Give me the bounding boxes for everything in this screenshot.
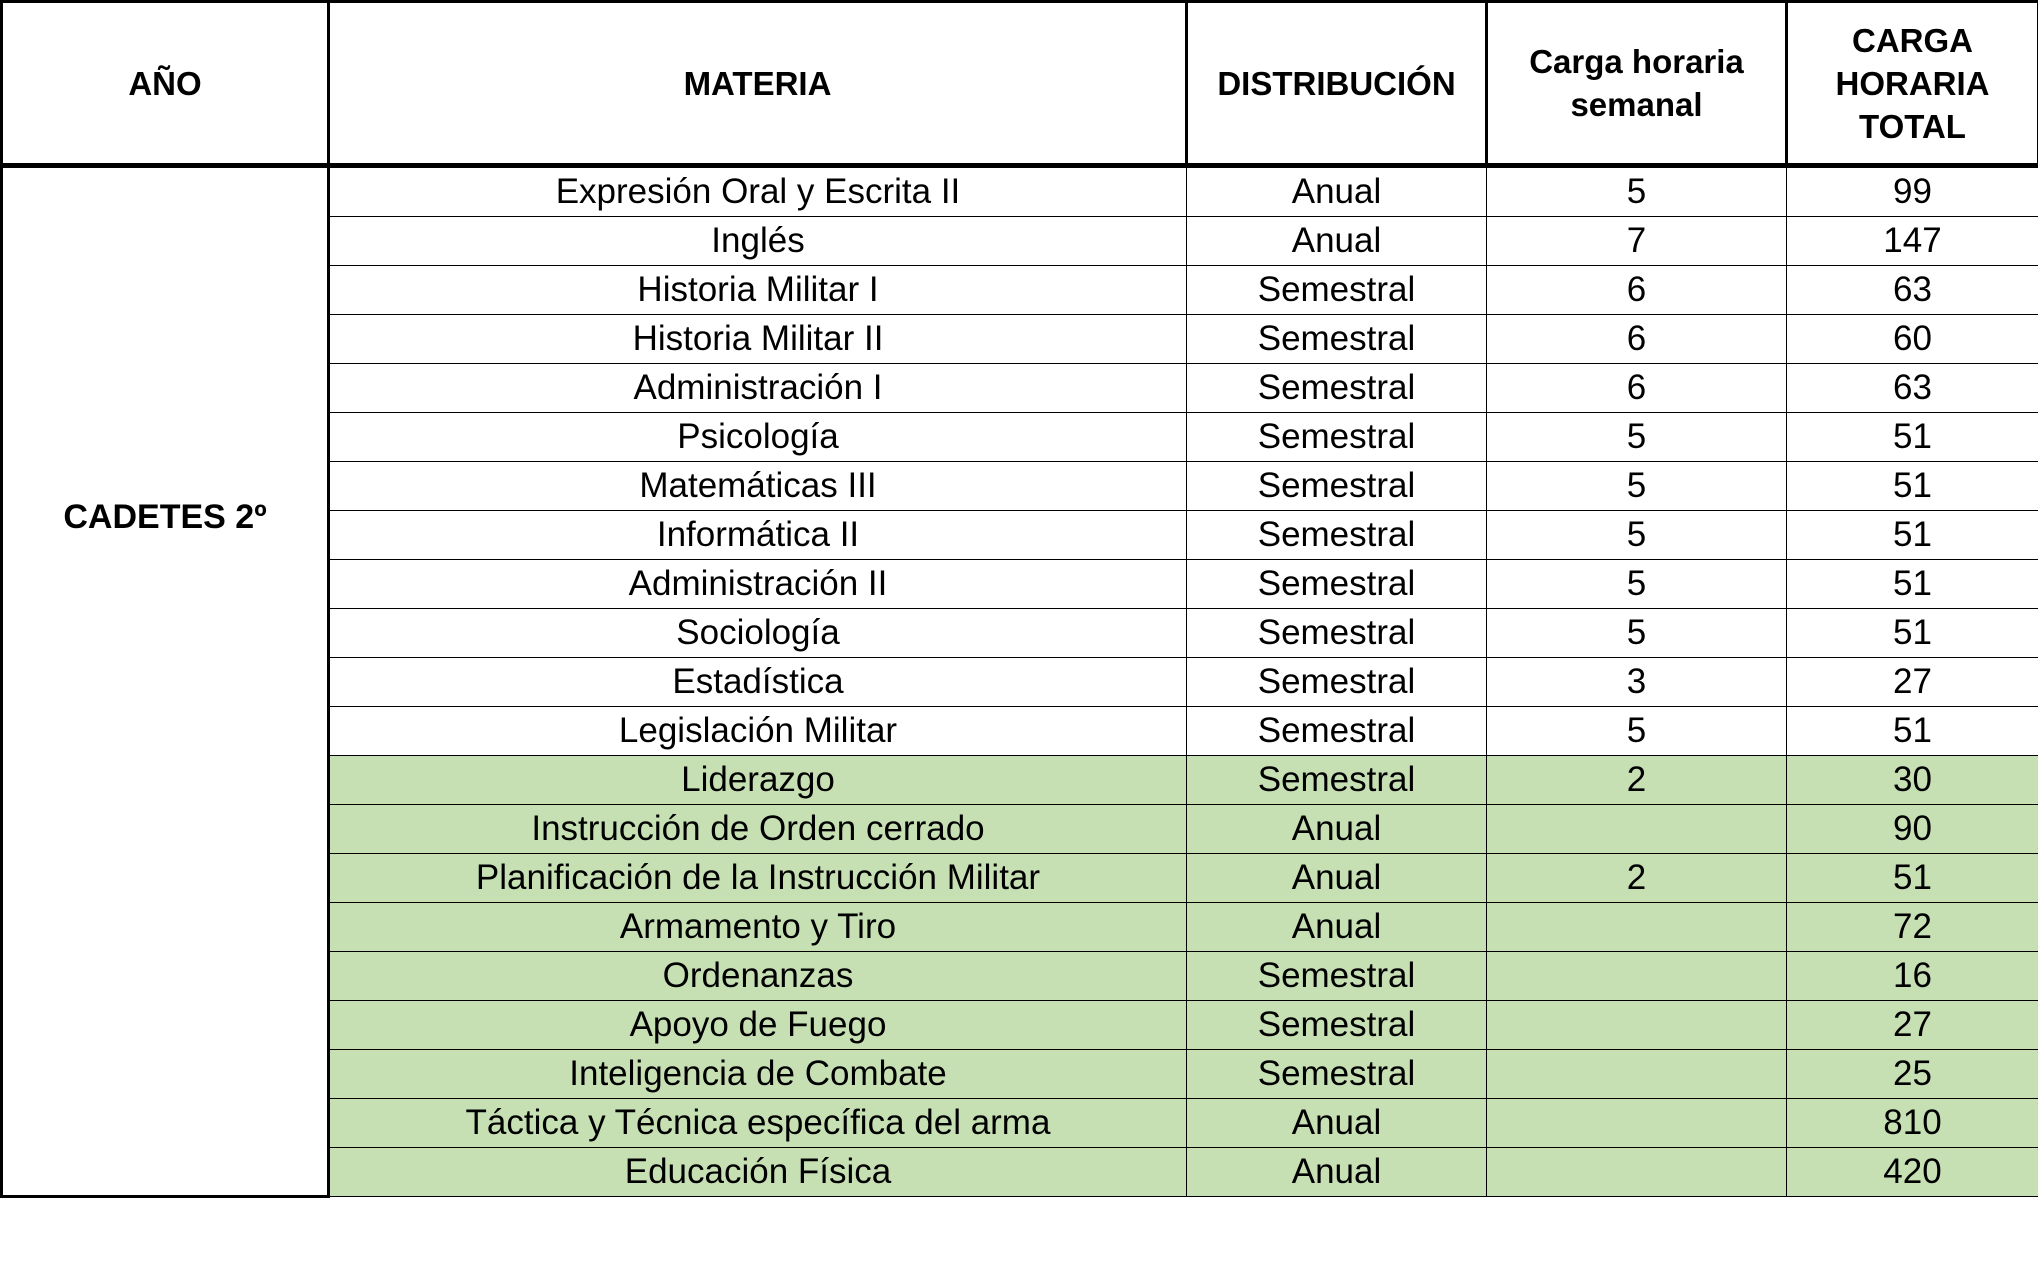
total-load-cell: 27 <box>1787 658 2038 707</box>
header-weekly-load: Carga horaria semanal <box>1487 2 1787 166</box>
distribution-cell: Semestral <box>1187 315 1487 364</box>
distribution-cell: Semestral <box>1187 462 1487 511</box>
weekly-load-cell: 2 <box>1487 756 1787 805</box>
subject-cell: Armamento y Tiro <box>329 903 1187 952</box>
subject-cell: Matemáticas III <box>329 462 1187 511</box>
header-subject: MATERIA <box>329 2 1187 166</box>
subject-cell: Expresión Oral y Escrita II <box>329 166 1187 217</box>
weekly-load-cell: 6 <box>1487 315 1787 364</box>
table-body <box>2 166 2038 1197</box>
subject-cell: Informática II <box>329 511 1187 560</box>
weekly-load-cell <box>1487 1099 1787 1148</box>
total-load-cell: 90 <box>1787 805 2038 854</box>
subject-cell: Estadística <box>329 658 1187 707</box>
distribution-cell: Semestral <box>1187 413 1487 462</box>
weekly-load-cell <box>1487 1050 1787 1099</box>
weekly-load-cell: 6 <box>1487 266 1787 315</box>
distribution-cell: Anual <box>1187 1148 1487 1197</box>
distribution-cell: Semestral <box>1187 756 1487 805</box>
total-load-cell: 51 <box>1787 854 2038 903</box>
subject-cell: Administración I <box>329 364 1187 413</box>
subject-cell: Educación Física <box>329 1148 1187 1197</box>
total-load-cell: 51 <box>1787 560 2038 609</box>
table-row <box>2 166 2038 217</box>
weekly-load-cell: 5 <box>1487 413 1787 462</box>
subject-cell: Administración II <box>329 560 1187 609</box>
weekly-load-cell <box>1487 1001 1787 1050</box>
total-load-cell: 51 <box>1787 511 2038 560</box>
header-distribution: DISTRIBUCIÓN <box>1187 2 1487 166</box>
distribution-cell: Semestral <box>1187 560 1487 609</box>
total-load-cell: 27 <box>1787 1001 2038 1050</box>
weekly-load-cell: 5 <box>1487 511 1787 560</box>
distribution-cell: Anual <box>1187 1099 1487 1148</box>
distribution-cell: Anual <box>1187 903 1487 952</box>
weekly-load-cell: 2 <box>1487 854 1787 903</box>
distribution-cell: Semestral <box>1187 609 1487 658</box>
header-year: AÑO <box>2 2 329 166</box>
subject-cell: Táctica y Técnica específica del arma <box>329 1099 1187 1148</box>
weekly-load-cell <box>1487 952 1787 1001</box>
distribution-cell: Semestral <box>1187 266 1487 315</box>
year-cell: CADETES 2º <box>2 166 329 1197</box>
total-load-cell: 63 <box>1787 266 2038 315</box>
distribution-cell: Semestral <box>1187 707 1487 756</box>
distribution-cell: Anual <box>1187 805 1487 854</box>
weekly-load-cell: 3 <box>1487 658 1787 707</box>
distribution-cell: Semestral <box>1187 364 1487 413</box>
subject-cell: Apoyo de Fuego <box>329 1001 1187 1050</box>
distribution-cell: Anual <box>1187 166 1487 217</box>
subject-cell: Psicología <box>329 413 1187 462</box>
weekly-load-cell <box>1487 903 1787 952</box>
weekly-load-cell: 5 <box>1487 560 1787 609</box>
weekly-load-cell: 7 <box>1487 217 1787 266</box>
subject-cell: Instrucción de Orden cerrado <box>329 805 1187 854</box>
distribution-cell: Anual <box>1187 217 1487 266</box>
subject-cell: Historia Militar II <box>329 315 1187 364</box>
weekly-load-cell: 5 <box>1487 707 1787 756</box>
total-load-cell: 51 <box>1787 609 2038 658</box>
total-load-cell: 51 <box>1787 413 2038 462</box>
weekly-load-cell: 6 <box>1487 364 1787 413</box>
weekly-load-cell: 5 <box>1487 166 1787 217</box>
distribution-cell: Semestral <box>1187 1001 1487 1050</box>
distribution-cell: Anual <box>1187 854 1487 903</box>
total-load-cell: 147 <box>1787 217 2038 266</box>
weekly-load-cell: 5 <box>1487 462 1787 511</box>
total-load-cell: 420 <box>1787 1148 2038 1197</box>
distribution-cell: Semestral <box>1187 952 1487 1001</box>
total-load-cell: 63 <box>1787 364 2038 413</box>
subject-cell: Planificación de la Instrucción Militar <box>329 854 1187 903</box>
header-total-load: CARGA HORARIA TOTAL <box>1787 2 2038 166</box>
total-load-cell: 25 <box>1787 1050 2038 1099</box>
distribution-cell: Semestral <box>1187 1050 1487 1099</box>
total-load-cell: 72 <box>1787 903 2038 952</box>
total-load-cell: 60 <box>1787 315 2038 364</box>
header-row <box>2 2 2038 166</box>
total-load-cell: 51 <box>1787 462 2038 511</box>
subject-cell: Ordenanzas <box>329 952 1187 1001</box>
subject-cell: Historia Militar I <box>329 266 1187 315</box>
weekly-load-cell <box>1487 805 1787 854</box>
weekly-load-cell <box>1487 1148 1787 1197</box>
subject-cell: Legislación Militar <box>329 707 1187 756</box>
distribution-cell: Semestral <box>1187 658 1487 707</box>
subject-cell: Sociología <box>329 609 1187 658</box>
total-load-cell: 99 <box>1787 166 2038 217</box>
total-load-cell: 51 <box>1787 707 2038 756</box>
subject-cell: Liderazgo <box>329 756 1187 805</box>
total-load-cell: 16 <box>1787 952 2038 1001</box>
total-load-cell: 30 <box>1787 756 2038 805</box>
distribution-cell: Semestral <box>1187 511 1487 560</box>
subject-cell: Inteligencia de Combate <box>329 1050 1187 1099</box>
weekly-load-cell: 5 <box>1487 609 1787 658</box>
total-load-cell: 810 <box>1787 1099 2038 1148</box>
subject-cell: Inglés <box>329 217 1187 266</box>
